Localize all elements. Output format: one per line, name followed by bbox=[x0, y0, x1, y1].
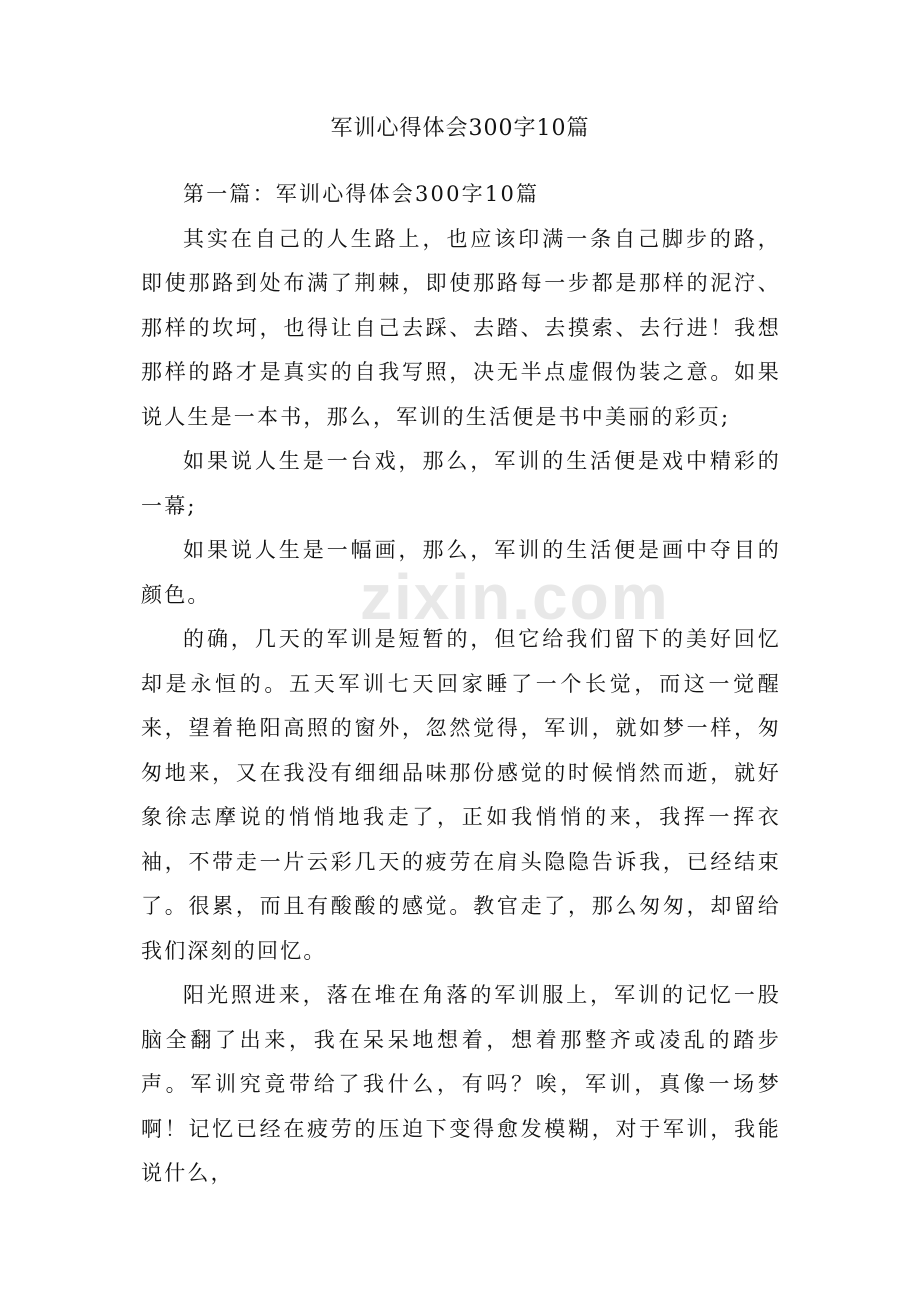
paragraph: 如果说人生是一台戏，那么，军训的生活便是戏中精彩的一幕; bbox=[141, 449, 781, 518]
document-body bbox=[141, 172, 781, 1196]
paragraph: 阳光照进来，落在堆在角落的军训服上，军训的记忆一股脑全翻了出来，我在呆呆地想着，想着那整齐或凌乱的踏步声。军训究竟带给了我什么，有吗？唉，军训，真像一场梦啊！记忆已经在疲劳的压迫下变得愈发模糊，对于军训，我能说什么， bbox=[141, 983, 781, 1185]
paragraph: 如果说人生是一幅画，那么，军训的生活便是画中夺目的颜色。 bbox=[141, 538, 781, 607]
paragraph: 其实在自己的人生路上，也应该印满一条自己脚步的路，即使那路到处布满了荆棘，即使那路每一步都是那样的泥泞、那样的坎坷，也得让自己去踩、去踏、去摸索、去行进！我想那样的路才是真实的自我写照，决无半点虚假伪装之意。如果说人生是一本书，那么，军训的生活便是书中美丽的彩页; bbox=[141, 226, 781, 429]
page-title: 军训心得体会300字10篇 bbox=[330, 116, 590, 141]
section-heading: 第一篇：军训心得体会300字10篇 bbox=[183, 182, 540, 206]
watermark: zixin.com bbox=[360, 561, 670, 633]
paragraph: 的确，几天的军训是短暂的，但它给我们留下的美好回忆却是永恒的。五天军训七天回家睡了一个长觉，而这一觉醒来，望着艳阳高照的窗外，忽然觉得，军训，就如梦一样，匆匆地来，又在我没有细细品味那份感觉的时候悄然而逝，就好象徐志摩说的悄悄地我走了，正如我悄悄的来，我挥一挥衣袖，不带走一片云彩几天的疲劳在肩头隐隐告诉我，已经结束了。很累，而且有酸酸的感觉。教官走了，那么匆匆，却留给我们深刻的回忆。 bbox=[141, 627, 781, 963]
